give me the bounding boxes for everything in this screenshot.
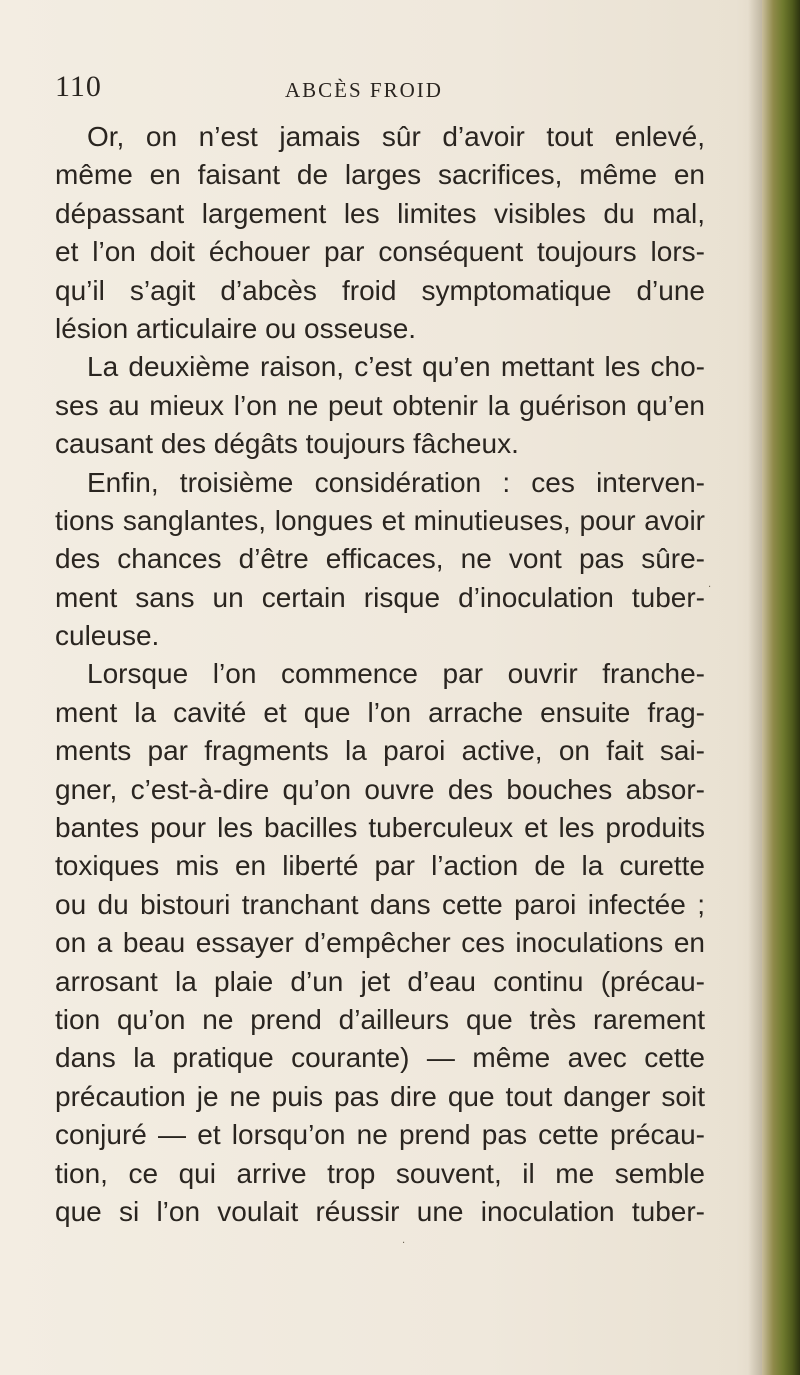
- text-line: causant des dégâts toujours fâcheux.: [55, 428, 519, 460]
- text-line: Or, on n’est jamais sûr d’avoir tout enlevé,: [87, 121, 705, 152]
- text-line: La deuxième raison, c’est qu’en mettant les cho-: [87, 351, 705, 383]
- text-line: ment la cavité et que l’on arrache ensuite frag-: [55, 696, 705, 728]
- text-line: Enfin, troisième considération : ces interven-: [87, 466, 705, 498]
- text-line: qu’il s’agit d’abcès froid symptomatique d’une: [55, 274, 705, 306]
- text-line: ment sans un certain risque d’inoculation tuber-: [55, 581, 705, 613]
- text-line: lésion articulaire ou osseuse.: [55, 312, 417, 344]
- text-line: gner, c’est-à-dire qu’on ouvre des bouches absor-: [55, 773, 705, 805]
- text-line: dans la pratique courante) — même avec cette: [55, 1042, 705, 1074]
- text-line: toxiques mis en liberté par l’action de la curette: [55, 850, 705, 882]
- text-line: tion qu’on ne prend d’ailleurs que très rarement: [55, 1003, 705, 1035]
- text-line: culeuse.: [55, 620, 160, 652]
- text-line: que si l’on voulait réussir une inoculation tuber-: [55, 1195, 705, 1227]
- text-line: même en faisant de larges sacrifices, même en: [55, 159, 705, 191]
- text-line: ou du bistouri tranchant dans cette paroi infectée ;: [55, 888, 705, 920]
- body-text: [55, 118, 705, 1231]
- text-line: conjuré — et lorsqu’on ne prend pas cette précau-: [55, 1119, 705, 1151]
- text-line: ments par fragments la paroi active, on fait sai-: [55, 735, 705, 767]
- text-line: on a beau essayer d’empêcher ces inoculations en: [55, 927, 705, 959]
- text-line: Lorsque l’on commence par ouvrir franche-: [87, 658, 705, 690]
- ink-speck: ·: [402, 1238, 406, 1249]
- text-line: bantes pour les bacilles tuberculeux et les produits: [55, 812, 705, 844]
- text-line: précaution je ne puis pas dire que tout danger soit: [55, 1080, 705, 1112]
- page-number: 110: [55, 70, 102, 103]
- text-line: et l’on doit échouer par conséquent toujours lors-: [55, 236, 705, 268]
- text-line: ses au mieux l’on ne peut obtenir la guérison qu’en: [55, 389, 705, 421]
- ink-speck: ·: [708, 582, 712, 593]
- running-title: ABCÈS FROID: [285, 78, 443, 102]
- book-edge: [762, 0, 800, 1375]
- text-line: tions sanglantes, longues et minutieuses, pour avoir: [55, 504, 705, 536]
- page-header: [55, 70, 715, 110]
- text-line: arrosant la plaie d’un jet d’eau continu (précau-: [55, 965, 705, 997]
- text-line: tion, ce qui arrive trop souvent, il me semble: [55, 1157, 705, 1189]
- page-gutter-shadow: [748, 0, 762, 1375]
- text-line: dépassant largement les limites visibles du mal,: [55, 197, 705, 229]
- text-line: des chances d’être efficaces, ne vont pas sûre-: [55, 543, 705, 575]
